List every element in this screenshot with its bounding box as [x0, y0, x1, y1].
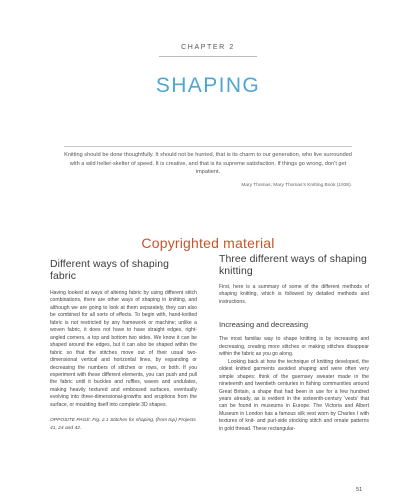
section-heading-three-ways: Three different ways of shaping knitting — [219, 254, 367, 277]
left-column — [50, 254, 197, 432]
body-paragraph: The most familiar way to shape knitting is by increasing and decreasing, creating more stitches or making stitches disappear within the fabric as you go along. — [219, 336, 369, 358]
subheading-increasing-decreasing: Increasing and decreasing — [219, 320, 309, 330]
header-divider — [159, 56, 257, 57]
section-heading-shaping-fabric: Different ways of shaping fabric — [50, 259, 169, 282]
figure-caption: OPPOSITE PAGE: Fig. 2.1 Stitches for shaping, (from top) Projects 41, 24 and 42. — [50, 418, 196, 431]
page-number: 51 — [356, 487, 363, 493]
right-column — [219, 254, 369, 433]
intro-paragraph: First, here is a summary of some of the different methods of shaping knitting, which is followed by detailed methods and instructions. — [219, 284, 369, 305]
chapter-title: SHAPING — [155, 74, 261, 97]
copyright-watermark: Copyrighted material — [141, 235, 275, 251]
epigraph-divider — [64, 146, 352, 147]
epigraph-text: Knitting should be done thoughtfully. It should not be hurried, that is its charm to our generation, who live surrounded with a wild helter-skelter of speed. It is creative, and that is its supreme satisfaction. If things go wrong, don’t get impatient. — [64, 152, 352, 176]
body-paragraph: Having looked at ways of altering fabric by using different stitch combinations, there are other ways of shaping in knitting, and although we are going to look at them separately, they can also be combined for all sorts of effects. To begin with, hand-knitted fabric is not restricted by any framework or machine; unlike a woven fabric, it does not have to have straight edges, right-angled corners, a top and bottom two sides. We know it can be shaped around the edges, but it can also be shaped within the fabric so that the stitches move out of their usual two-dimensional vertical and horizontal lines, by expanding or decreasing the numbers of stitches or rows, or both. If you experiment with these different elements, you can push and pull the fabric until it buckles and ruffles, waves and undulates, making heavily textured and embossed surfaces, eventually evolving into three-dimensional-growths and eruptions from the surface, or moulding itself into complete 3D shapes. — [50, 290, 197, 408]
body-paragraph: Looking back at how the technique of knitting developed, the oldest knitted garments avoided shaping and were often very simple shapes: think of the guernsey sweater made in the nineteenth and twentieth centuries in fishing communities around Great Britain, a shape that had been in use for a few hundred years already, as is evident in the sixteenth-century ‘vests’ that can be found in museums in Europe. The Victoria and Albert Museum in London has a famous silk vest worn by Charles I with textures of knit- and purl-side stocking stitch and ornate patterns in gold thread. These rectangular- — [219, 358, 369, 432]
chapter-label: CHAPTER 2 — [181, 44, 235, 51]
epigraph-attribution: Mary Thomas, Mary Thomas’s Knitting Book (1938). — [241, 183, 352, 188]
